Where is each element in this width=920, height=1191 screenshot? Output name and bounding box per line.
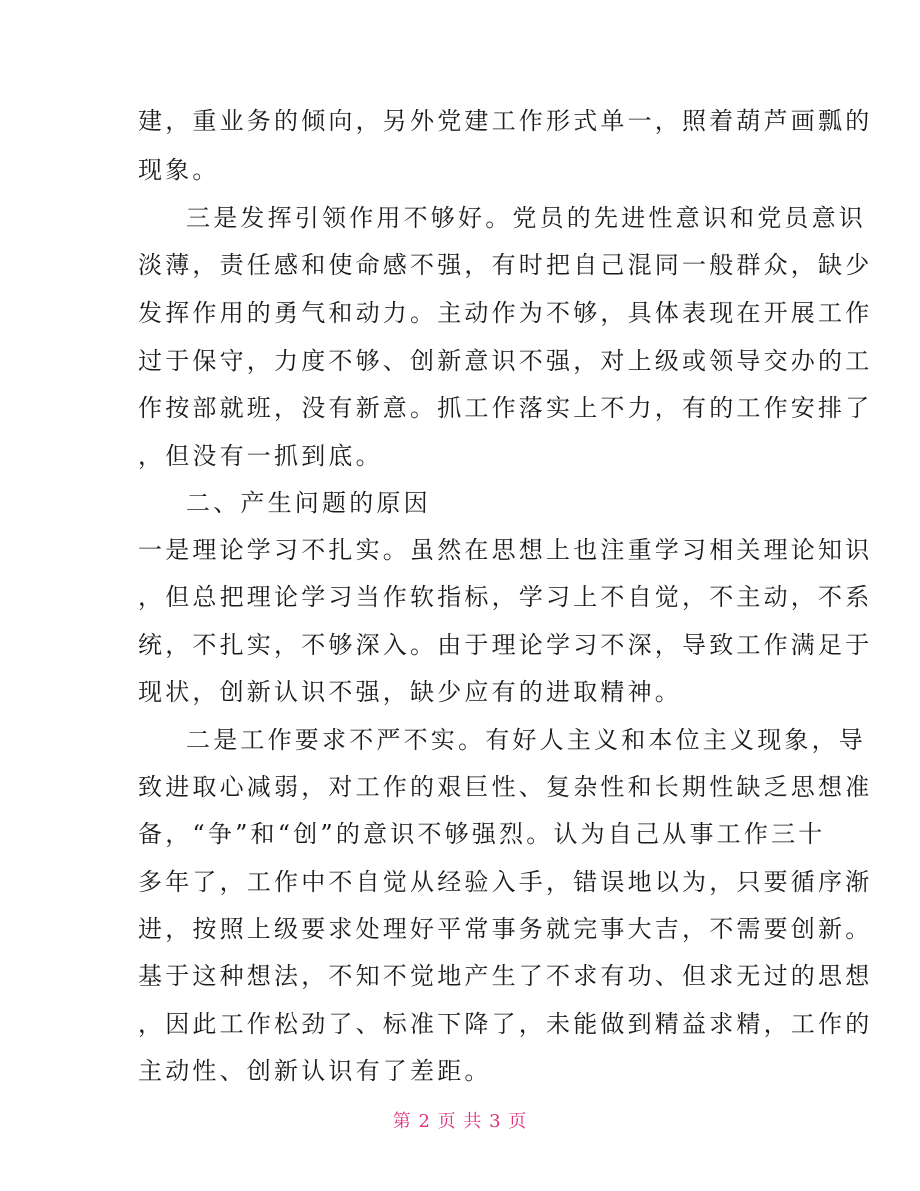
text-line: 多年了，工作中不自觉从经验入手，错误地以为，只要循序渐 — [138, 868, 873, 896]
text-line: 备，“争”和“创”的意识不够强烈。认为自己从事工作三十 — [138, 820, 826, 848]
section-heading: 二、产生问题的原因 — [186, 489, 431, 517]
text-line: 建，重业务的倾向，另外党建工作形式单一，照着葫芦画瓢的 — [138, 107, 873, 135]
paragraph-start-line: 一是理论学习不扎实。虽然在思想上也注重学习相关理论知识 — [138, 536, 873, 564]
text-line: 统，不扎实，不够深入。由于理论学习不深，导致工作满足于 — [138, 631, 873, 659]
text-line: 主动性、创新认识有了差距。 — [138, 1057, 492, 1085]
text-line: ，因此工作松劲了、标准下降了，未能做到精益求精，工作的 — [138, 1010, 873, 1038]
text-line: 淡薄，责任感和使命感不强，有时把自己混同一般群众，缺少 — [138, 251, 873, 279]
text-line: 进，按照上级要求处理好平常事务就完事大吉，不需要创新。 — [138, 915, 873, 943]
page-number-footer: 第 2 页 共 3 页 — [392, 1111, 528, 1132]
text-line: ，但总把理论学习当作软指标，学习上不自觉，不主动，不系 — [138, 583, 873, 611]
text-line: 发挥作用的勇气和动力。主动作为不够，具体表现在开展工作 — [138, 299, 873, 327]
paragraph-start-line: 三是发挥引领作用不够好。党员的先进性意识和党员意识 — [186, 204, 866, 232]
text-line: 作按部就班，没有新意。抓工作落实上不力，有的工作安排了 — [138, 394, 873, 422]
text-line: 基于这种想法，不知不觉地产生了不求有功、但求无过的思想 — [138, 962, 873, 990]
text-line: 现状，创新认识不强，缺少应有的进取精神。 — [138, 678, 682, 706]
text-line: 致进取心减弱，对工作的艰巨性、复杂性和长期性缺乏思想准 — [138, 773, 873, 801]
text-line: 过于保守，力度不够、创新意识不强，对上级或领导交办的工 — [138, 347, 873, 375]
text-line: ，但没有一抓到底。 — [138, 442, 383, 470]
paragraph-start-line: 二是工作要求不严不实。有好人主义和本位主义现象，导 — [186, 726, 866, 754]
text-line: 现象。 — [138, 156, 220, 184]
